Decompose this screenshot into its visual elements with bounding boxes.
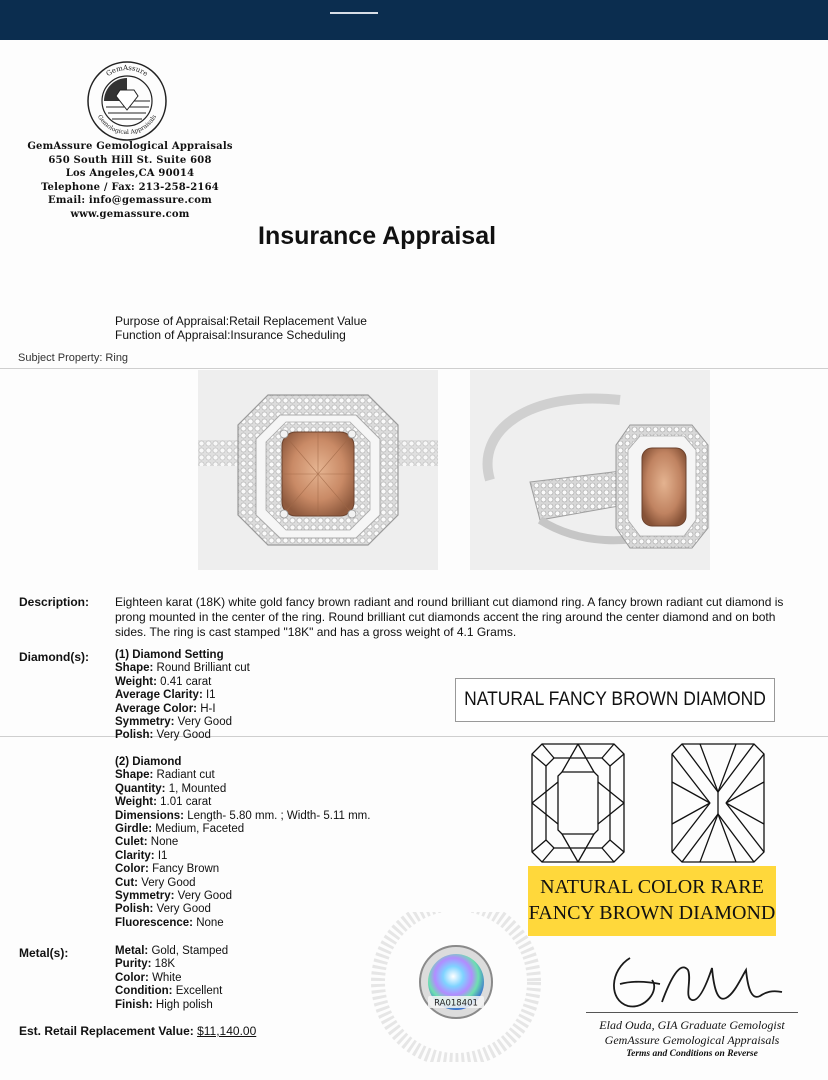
diamond-1-heading: (1) Diamond Setting (115, 649, 224, 661)
company-address-1: 650 South Hill St. Suite 608 (48, 154, 212, 166)
gemassure-logo-icon (86, 60, 168, 142)
top-dash (330, 12, 378, 14)
diamond-2-girdle: Girdle: Medium, Faceted (115, 823, 245, 836)
diamond-2-shape: Shape: Radiant cut (115, 769, 215, 782)
diamonds-label: Diamond(s): (19, 650, 89, 664)
diamond-2-dimensions: Dimensions: Length- 5.80 mm. ; Width- 5.11 mm. (115, 809, 371, 822)
seal-code: RA018401 (434, 998, 478, 1009)
diamond-2-culet: Culet: None (115, 836, 179, 849)
signature-block (586, 1018, 798, 1059)
radiant-pavilion-diagram (670, 742, 766, 864)
diamond-2-clarity: Clarity: I1 (115, 849, 168, 862)
fold-line (0, 368, 828, 369)
diamond-2-heading: (2) Diamond (115, 756, 182, 768)
svg-text:GemAssure: GemAssure (104, 63, 150, 79)
diamond-1-color: Average Color: H-I (115, 702, 216, 715)
estimated-value-amount: $11,140.00 (197, 1024, 257, 1038)
metal-block (115, 945, 228, 1012)
ring-side-photo (470, 370, 710, 570)
signature-line (586, 1012, 798, 1013)
subject-property: Subject Property: Ring (18, 352, 129, 364)
company-address-2: Los Angeles,CA 90014 (65, 168, 195, 179)
hologram-seal-icon (366, 912, 546, 1062)
natural-color-rare-tag (528, 866, 776, 936)
diamond-2-color: Color: Fancy Brown (115, 863, 220, 876)
estimated-value (19, 1024, 256, 1038)
diamond-2-quantity: Quantity: 1, Mounted (115, 782, 227, 795)
diamond-1-weight: Weight: 0.41 carat (115, 675, 212, 688)
company-name: GemAssure Gemological Appraisals (27, 141, 233, 152)
diamond-1-block (115, 649, 250, 743)
metal-condition: Condition: Excellent (115, 985, 223, 998)
company-phone: Telephone / Fax: 213-258-2164 (41, 181, 219, 193)
metal-type: Metal: Gold, Stamped (115, 945, 229, 957)
company-header (10, 140, 250, 221)
diamond-2-cut: Cut: Very Good (115, 876, 196, 889)
page-title: Insurance Appraisal (258, 222, 497, 250)
metal-color: Color: White (115, 971, 182, 984)
scanner-top-bar (0, 0, 828, 40)
ring-top-photo (198, 370, 438, 570)
estimated-value-label: Est. Retail Replacement Value: (19, 1024, 194, 1038)
natural-diamond-label (455, 678, 775, 722)
purpose-line: Purpose of Appraisal:Retail Replacement Value (115, 314, 367, 328)
diamond-2-fluorescence: Fluorescence: None (115, 916, 224, 929)
diamond-1-symmetry: Symmetry: Very Good (115, 716, 232, 729)
purpose-block (115, 314, 367, 342)
natural-diamond-text: NATURAL FANCY BROWN DIAMOND (464, 689, 766, 710)
diamond-1-clarity: Average Clarity: I1 (115, 689, 216, 702)
gemologist-name: Elad Ouda, GIA Graduate Gemologist (599, 1018, 785, 1032)
tag-line-2: FANCY BROWN DIAMOND (528, 902, 776, 924)
company-website: www.gemassure.com (70, 208, 190, 220)
handwritten-signature (600, 940, 790, 1020)
description-text: Eighteen karat (18K) white gold fancy brown radiant and round brilliant cut diamond ring. A fancy brown radiant cut diamond is prong mounted in the center of the ring. Round brilliant cut diamonds accent the ring around the center diamond and on both sides. The ring is cast stamped "18K" and has a gross weight of 4.1 Grams. (115, 595, 784, 639)
radiant-crown-diagram (530, 742, 626, 864)
diamond-2-symmetry: Symmetry: Very Good (115, 890, 232, 903)
metals-label: Metal(s): (19, 946, 69, 960)
diamond-1-polish: Polish: Very Good (115, 729, 211, 742)
diamond-2-block (115, 756, 370, 930)
svg-text:Gemological Appraisals: Gemological Appraisals (95, 113, 159, 137)
tag-line-1: NATURAL COLOR RARE (540, 876, 764, 898)
diamond-2-weight: Weight: 1.01 carat (115, 796, 212, 809)
metal-purity: Purity: 18K (115, 958, 176, 971)
gemologist-company: GemAssure Gemological Appraisals (604, 1033, 780, 1047)
description-label: Description: (19, 595, 90, 609)
company-email: Email: info@gemassure.com (48, 195, 212, 206)
metal-finish: Finish: High polish (115, 998, 213, 1011)
function-line: Function of Appraisal:Insurance Scheduling (115, 328, 346, 342)
diamond-2-polish: Polish: Very Good (115, 903, 211, 916)
terms-note: Terms and Conditions on Reverse (626, 1049, 758, 1059)
diamond-1-shape: Shape: Round Brilliant cut (115, 662, 250, 675)
